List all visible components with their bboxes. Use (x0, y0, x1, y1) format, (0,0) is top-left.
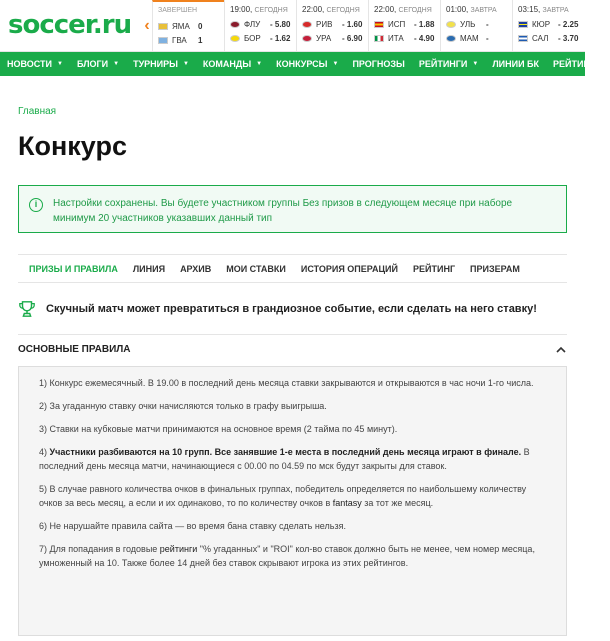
nav-item-ratings[interactable]: РЕЙТИНГИ ▼ (418, 59, 479, 69)
rules-list (18, 366, 567, 636)
team-row: ИСП - 1.88 (374, 17, 436, 31)
nav-item-teams[interactable]: КОМАНДЫ ▼ (202, 59, 263, 69)
rules-accordion-header[interactable] (18, 334, 567, 360)
tab-prizes-rules[interactable]: ПРИЗЫ И ПРАВИЛА (29, 263, 118, 274)
nav-item-news[interactable]: НОВОСТИ ▼ (7, 59, 63, 69)
match-time: 01:00, ЗАВТРА (446, 5, 497, 14)
trophy-icon (18, 300, 36, 318)
match-card-1[interactable] (152, 0, 224, 52)
caret-down-icon: ▼ (256, 61, 263, 67)
match-card-4[interactable] (368, 0, 440, 52)
team-row: УРА - 6.90 (302, 31, 364, 45)
top-bar (0, 0, 585, 52)
team-row: САЛ - 3.70 (518, 31, 580, 45)
caret-down-icon: ▼ (332, 61, 339, 67)
main-nav (0, 52, 610, 76)
club-logo-icon (302, 21, 312, 28)
club-logo-icon (230, 35, 240, 42)
flag-icon (158, 37, 168, 44)
nav-item-bookmaker-rating[interactable]: РЕЙТИНГ БК (553, 59, 610, 69)
tab-prize-winners[interactable]: ПРИЗЕРАМ (470, 263, 520, 274)
info-icon: i (29, 198, 43, 212)
promo-banner (18, 300, 567, 318)
tab-archive[interactable]: АРХИВ (180, 263, 212, 274)
match-time: 22:00, СЕГОДНЯ (374, 5, 432, 14)
rules-title: ОСНОВНЫЕ ПРАВИЛА (18, 344, 131, 355)
team-row: БОР - 1.62 (230, 31, 292, 45)
nav-item-contests[interactable]: КОНКУРСЫ ▼ (276, 59, 339, 69)
caret-down-icon: ▼ (472, 61, 479, 67)
rule-item: 4) Участники разбиваются на 10 групп. Все занявшие 1-е места в последний день месяца играют в финале. В последний день месяца матчи, начинающиеся с 00.00 по 04.59 по мск будут закрыты для ставок. (39, 447, 530, 471)
caret-down-icon: ▼ (57, 61, 63, 67)
match-time: 22:00, СЕГОДНЯ (302, 5, 360, 14)
club-logo-icon (302, 35, 312, 42)
nav-item-tournaments[interactable]: ТУРНИРЫ ▼ (133, 59, 189, 69)
page-title: Конкурс (18, 131, 127, 161)
team-row: МАМ - (446, 31, 508, 45)
caret-down-icon: ▼ (113, 61, 120, 67)
rule-item: 6) Не нарушайте правила сайта — во время бана ставку сделать нельзя. (39, 521, 346, 531)
team-row: РИВ - 1.60 (302, 17, 364, 31)
ratings-link[interactable]: рейтинги (159, 544, 198, 554)
club-logo-icon (446, 35, 456, 42)
match-card-3[interactable] (296, 0, 368, 52)
flag-icon (518, 21, 528, 28)
match-card-2[interactable] (224, 0, 296, 52)
team-row: ЯМА 0 (158, 19, 220, 33)
breadcrumb-home[interactable]: Главная (18, 106, 57, 117)
nav-item-bookmaker-lines[interactable]: ЛИНИИ БК (492, 59, 540, 69)
chevron-up-icon[interactable] (555, 344, 567, 356)
tab-rating[interactable]: РЕЙТИНГ (413, 263, 456, 274)
promo-text: Скучный матч может превратиться в грандиозное событие, если сделать на него ставку! (46, 303, 537, 315)
site-logo[interactable]: soccer.ru (8, 10, 132, 40)
match-status: ЗАВЕРШЕН (158, 7, 198, 14)
success-notice (18, 185, 567, 233)
fantasy-link[interactable]: fantasy (332, 498, 362, 508)
team-row: ГВА 1 (158, 33, 220, 47)
club-logo-icon (230, 21, 240, 28)
flag-icon (158, 23, 168, 30)
team-row: ФЛУ - 5.80 (230, 17, 292, 31)
contest-tabs (18, 254, 567, 283)
rule-item: 2) За угаданную ставку очки начисляются только в графу выигрыша. (39, 401, 327, 411)
team-row: КЮР - 2.25 (518, 17, 580, 31)
match-ticker (152, 0, 584, 52)
main-content (0, 76, 585, 636)
chevron-left-icon[interactable]: ‹ (144, 17, 150, 34)
team-row: УЛЬ - (446, 17, 508, 31)
flag-icon (374, 21, 384, 28)
match-time: 03:15, ЗАВТРА (518, 5, 569, 14)
rule-item: 5) В случае равного количества очков в финальных группах, победитель определяется по наибольшему количеству очков за весь месяц, а если и их одинаково, то по количеству очков в fantasy за тот же месяц. (39, 484, 527, 508)
nav-item-predictions[interactable]: ПРОГНОЗЫ (352, 59, 405, 69)
notice-text: Настройки сохранены. Вы будете участником группы Без призов в следующем месяце при наборе минимум 20 участников указавших данный тип (53, 198, 513, 224)
match-card-5[interactable] (440, 0, 512, 52)
club-logo-icon (446, 21, 456, 28)
rule-item: 3) Ставки на кубковые матчи принимаются на основное время (2 тайма по 45 минут). (39, 424, 398, 434)
caret-down-icon: ▼ (182, 61, 189, 67)
rule-item: 7) Для попадания в годовые рейтинги "% угаданных" и "ROI" кол-во ставок должно быть не менее, чем номер месяца, умноженный на 10. Также более 14 дней без ставок скрывают игрока из этих рейтингов. (39, 544, 535, 568)
tab-line[interactable]: ЛИНИЯ (132, 263, 166, 274)
nav-item-blogs[interactable]: БЛОГИ ▼ (76, 59, 120, 69)
team-row: ИТА - 4.90 (374, 31, 436, 45)
tab-history[interactable]: ИСТОРИЯ ОПЕРАЦИЙ (300, 263, 398, 274)
tab-my-bets[interactable]: МОИ СТАВКИ (226, 263, 286, 274)
match-time: 19:00, СЕГОДНЯ (230, 5, 288, 14)
match-card-6[interactable] (512, 0, 584, 52)
flag-icon (518, 35, 528, 42)
rule-item: 1) Конкурс ежемесячный. В 19.00 в последний день месяца ставки закрываются и открываются в час ночи 1-го числа. (39, 378, 534, 388)
flag-icon (374, 35, 384, 42)
